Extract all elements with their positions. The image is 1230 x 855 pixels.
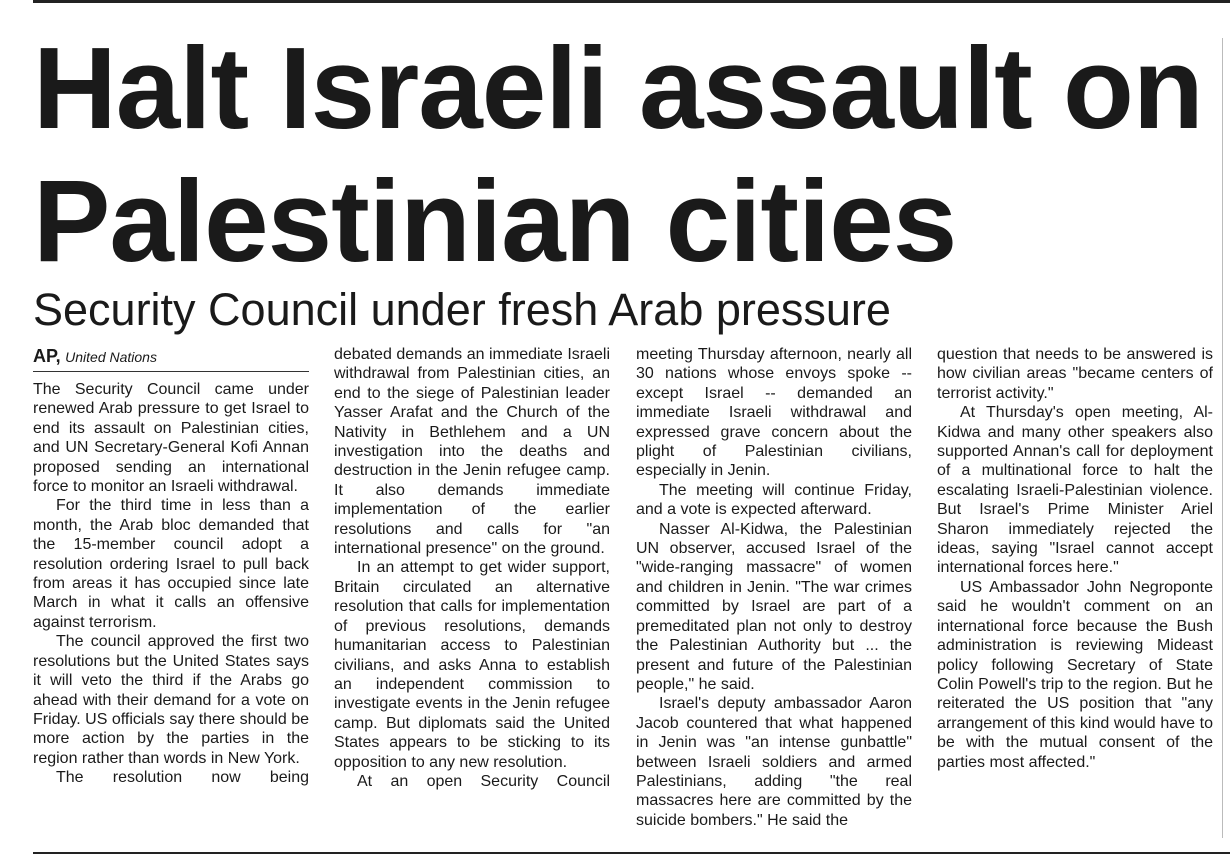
paragraph: The council approved the first two resolutions but the United States says it will veto the third if the Arabs go ahead with their demand for a vote on Friday. US officials say there should be more action by the parties in the region rather than words in New York. [33, 633, 309, 767]
top-rule [33, 0, 1230, 3]
paragraph: US Ambassador John Negroponte said he wouldn't comment on an international force because the Bush administration is reviewing Mideast policy following Secretary of State Colin Powell's trip to the region. But he reiterated the US position that "any arrangement of this kind would have to be with the mutual consent of the parties most affected." [937, 578, 1213, 771]
paragraph: The resolution now being [56, 769, 309, 787]
headline: Halt Israeli assault on Palestinian cities [33, 23, 1203, 286]
paragraph: Nasser Al-Kidwa, the Palestinian UN observer, accused Israel of the "wide-ranging massacre" of women and children in Jenin. "The war crimes committed by Israel are part of a premeditated plan not only to destroy the Palestinian Authority but ... the present and future of the Palestinian people," he said. [636, 520, 912, 693]
paragraph: At Thursday's open meeting, Al-Kidwa and many other speakers also supported Annan's call for deployment of a multinational force to halt the escalating Israeli-Palestinian violence. But Israel's Prime Minister Ariel Sharon immediately rejected the ideas, saying "Israel cannot accept international forces here." [937, 404, 1213, 577]
byline [33, 345, 309, 372]
article-column-1 [33, 345, 309, 835]
paragraph: meeting Thursday afternoon, nearly all 30 nations whose envoys spoke -- except Israel -- demanded an immediate Israeli withdrawal and expressed grave concern about the plight of Palestinian civilians, especially in Jenin. [636, 346, 912, 480]
paragraph: question that needs to be answered is how civilian areas "became centers of terrorist activity." [937, 346, 1213, 402]
bottom-rule [33, 852, 1230, 854]
paragraph: In an attempt to get wider support, Britain circulated an alternative resolution that calls for implementation of previous resolutions, demands humanitarian access to Palestinian civilians, and asks Anna to establish an independent commission to investigate events in the Jenin refugee camp. But diplomats said the United States appears to be sticking to its opposition to any new resolution. [334, 559, 610, 771]
article-column-3 [636, 345, 912, 835]
article-column-4 [937, 345, 1213, 835]
subheadline: Security Council under fresh Arab pressure [33, 284, 891, 335]
paragraph: Israel's deputy ambassador Aaron Jacob countered that what happened in Jenin was "an intense gunbattle" between Israeli soldiers and armed Palestinians, adding "the real massacres here are committed by the suicide bombers." He said the [636, 695, 912, 829]
paragraph: At an open Security Council [357, 772, 610, 790]
paragraph: debated demands an immediate Israeli withdrawal from Palestinian cities, an end to the siege of Palestinian leader Yasser Arafat and the Church of the Nativity in Bethlehem and a UN investigation into the deaths and destruction in the Jenin refugee camp. It also demands immediate implementation of the earlier resolutions and calls for "an international presence" on the ground. [334, 346, 610, 558]
paragraph: For the third time in less than a month, the Arab bloc demanded that the 15-member council adopt a resolution ordering Israel to pull back from areas it has occupied since late March in what it calls an offensive against terrorism. [33, 497, 309, 631]
byline-dateline: United Nations [65, 349, 157, 365]
byline-agency: AP, [33, 346, 61, 366]
paragraph: The meeting will continue Friday, and a vote is expected afterward. [636, 481, 912, 519]
paragraph: The Security Council came under renewed Arab pressure to get Israel to end its assault on Palestinian cities, and UN Secretary-General Kofi Annan proposed sending an international force to monitor an Israeli withdrawal. [33, 381, 309, 496]
article-column-2 [334, 345, 610, 835]
